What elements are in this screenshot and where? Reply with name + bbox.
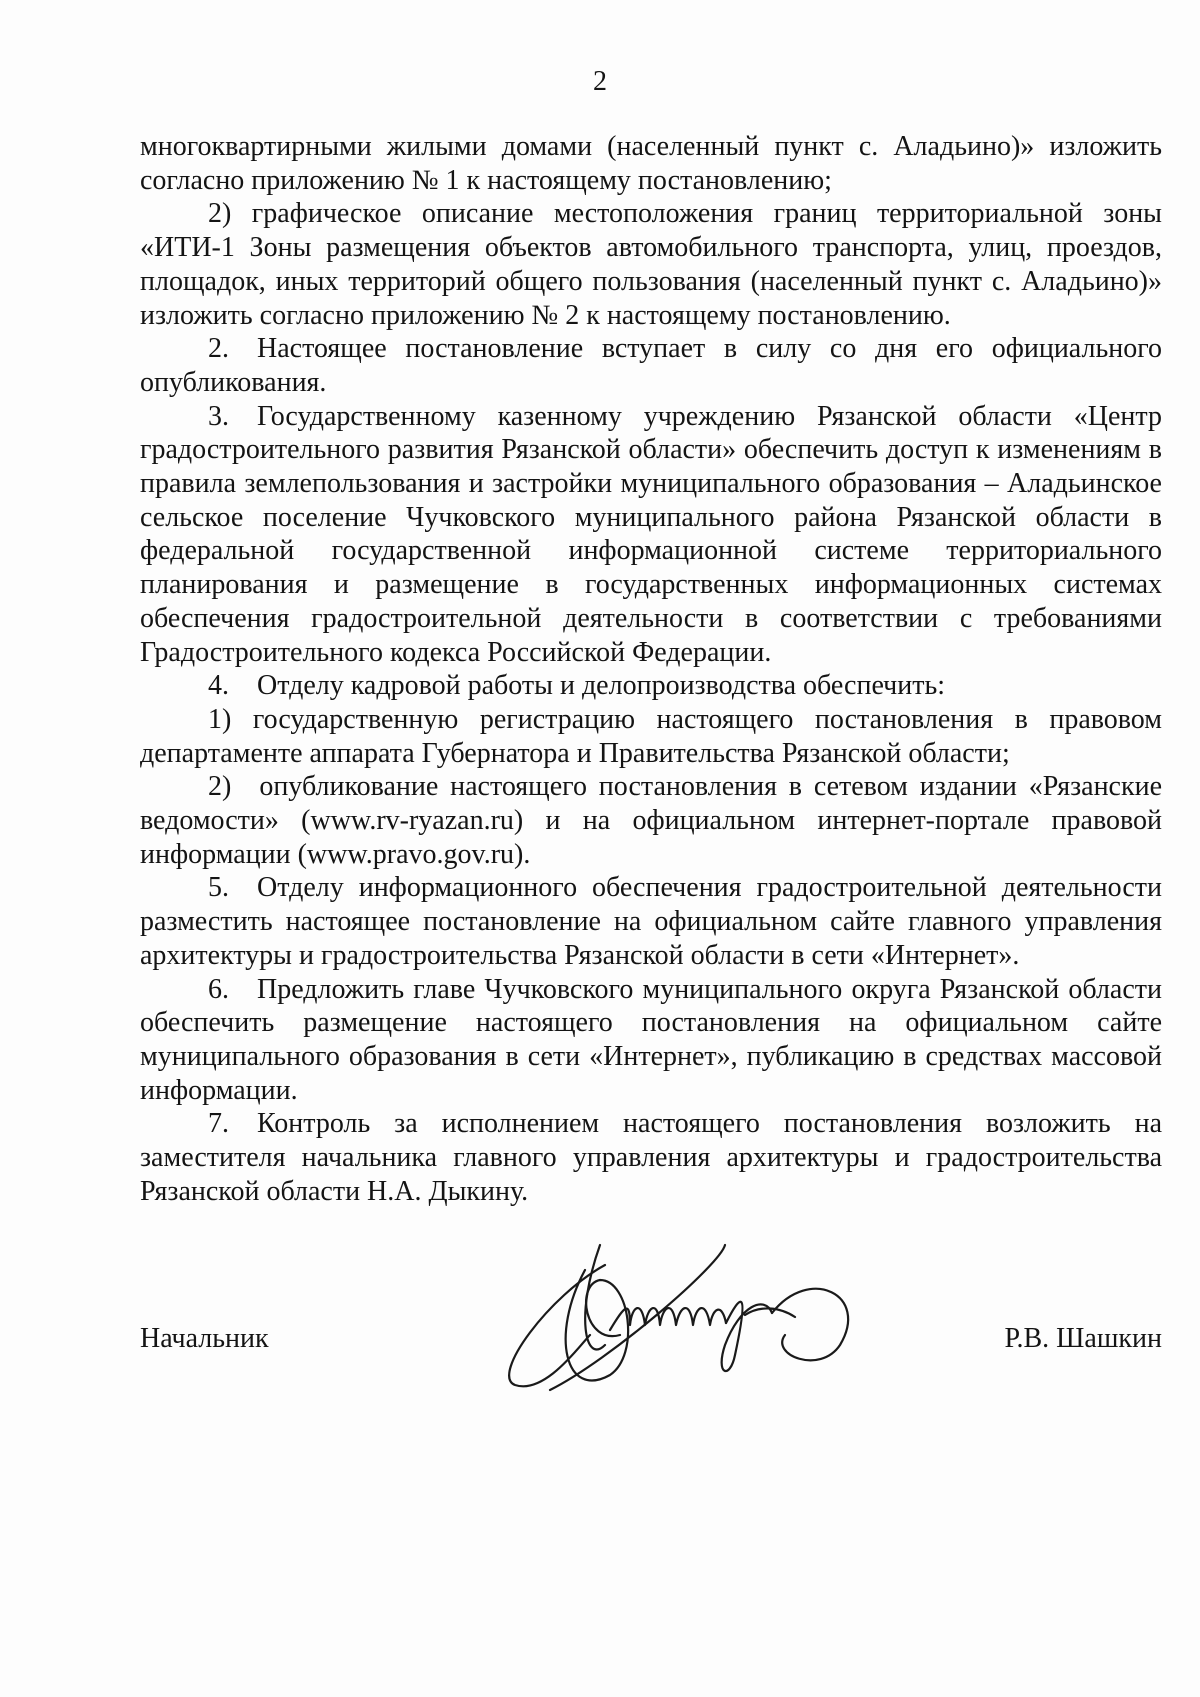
page-number: 2 [593,66,607,97]
handwritten-signature [490,1225,910,1415]
paragraph-item-6: 6. Предложить главе Чучковского муниципального округа Рязанской области обеспечить размещение настоящего постановления на официальном сайте муниципального образования в сети «Интернет», публикацию в средствах массовой информации. [140,973,1162,1106]
paragraph-subitem-2: 2) графическое описание местоположения границ территориальной зоны «ИТИ-1 Зоны размещения объектов автомобильного транспорта, улиц, проездов, площадок, иных территорий общего пользования (населенный пункт с. Аладьино)» изложить согласно приложению № 2 к настоящему постановлению. [140,198,1162,331]
document-body [140,130,1162,1209]
paragraph-item-3: 3. Государственному казенному учреждению Рязанской области «Центр градостроительного развития Рязанской области» обеспечить доступ к изменениям в правила землепользования и застройки муниципального образования – Аладьинское сельское поселение Чучковского муниципального района Рязанской области в федеральной государственной информационной системе территориального планирования и размещение в государственных информационных системах обеспечения градостроительной деятельности в соответствии с требованиями Градостроительного кодекса Российской Федерации. [140,400,1162,668]
paragraph-item-4: 4. Отделу кадровой работы и делопроизводства обеспечить: [208,670,946,702]
paragraph-item-4-subitem-2: 2) опубликование настоящего постановления в сетевом издании «Рязанские ведомости» (www.rv-ryazan.ru) и на официальном интернет-портале правовой информации (www.pravo.gov.ru). [140,771,1162,870]
signatory-name: Р.В. Шашкин [1004,1323,1162,1354]
paragraph-item-2: 2. Настоящее постановление вступает в силу со дня его официального опубликования. [140,333,1162,398]
paragraph-item-5: 5. Отделу информационного обеспечения градостроительной деятельности разместить настоящее постановление на официальном сайте главного управления архитектуры и градостроительства Рязанской области в сети «Интернет». [140,872,1162,971]
paragraph-item-4-subitem-1: 1) государственную регистрацию настоящего постановления в правовом департаменте аппарата Губернатора и Правительства Рязанской области; [140,703,1162,769]
paragraph-item-7: 7. Контроль за исполнением настоящего постановления возложить на заместителя начальника главного управления архитектуры и градостроительства Рязанской области Н.А. Дыкину. [140,1108,1162,1207]
signatory-title: Начальник [140,1323,269,1354]
paragraph-continuation: многоквартирными жилыми домами (населенный пункт с. Аладьино)» изложить согласно приложению № 1 к настоящему постановлению; [140,131,1162,196]
